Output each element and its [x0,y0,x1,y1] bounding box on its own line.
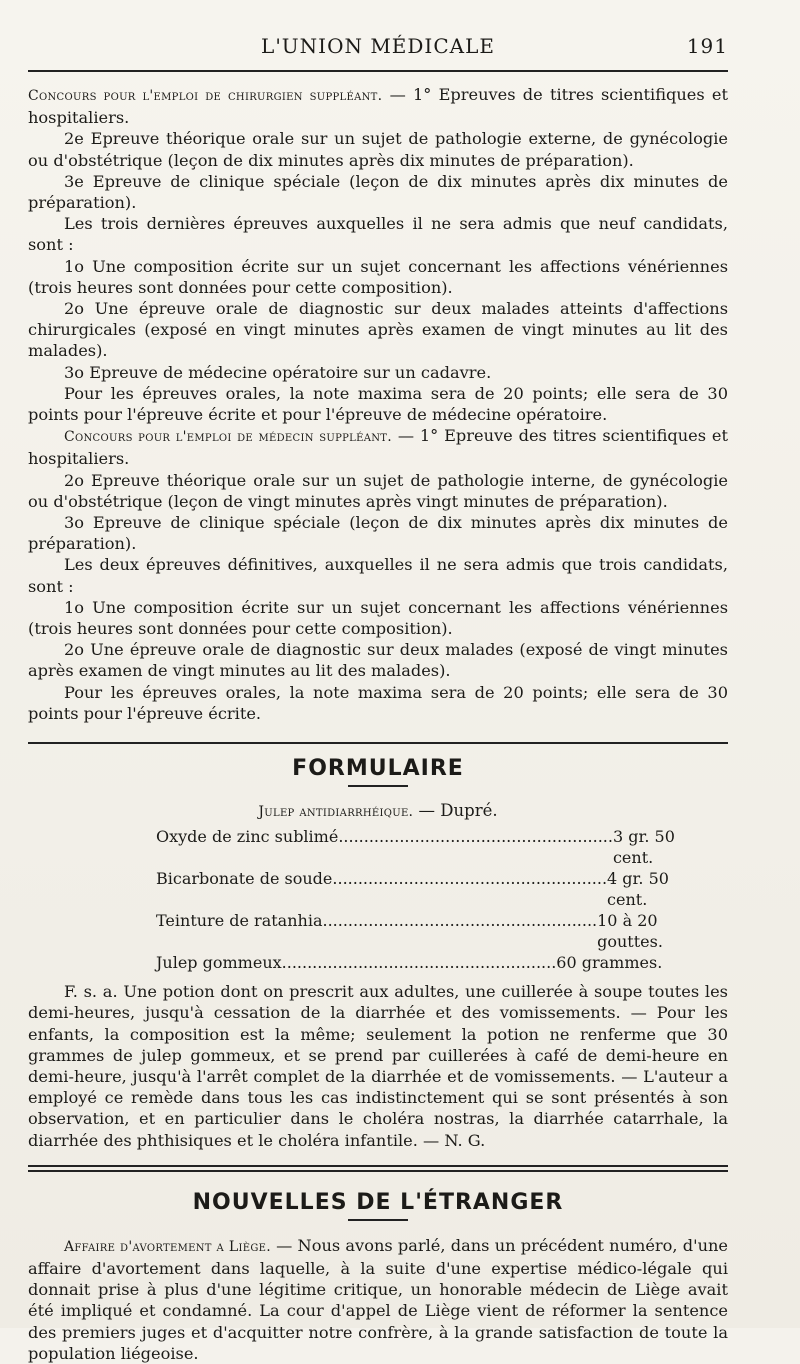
avortement-label: Affaire d'avortement a Liège. [64,1238,271,1255]
chirurgien-epreuve-3: 3e Epreuve de clinique spéciale (leçon de dix minutes après dix minutes de préparation). [28,171,728,213]
chirurgien-dernieres: Les trois dernières épreuves auxquelles il ne sera admis que neuf candidats, sont : [28,214,728,255]
chirurgien-notes: Pour les épreuves orales, la note maxima sera de 20 points; elle sera de 30 points pour l'épreuve écrite et pour l'épreuve de médecine opératoire. [28,383,728,425]
header-rule [28,70,728,72]
medecin-notes: Pour les épreuves orales, la note maxima sera de 20 points; elle sera de 30 points pour l'épreuve écrite. [28,682,728,723]
ingredient-row: Teinture de ratanhia...................................................... 10 à 20 gouttes. [156,911,663,952]
medecin-label: Concours pour l'emploi de médecin suppléant. [64,429,392,446]
chirurgien-composition: 1o Une composition écrite sur un sujet concernant les affections vénériennes (trois heures sont données pour cette composition). [28,256,728,297]
recipe-heading [28,801,728,820]
section-double-rule [28,1165,728,1172]
page-number: 191 [686,34,728,58]
chirurgien-epreuve-2: 2e Epreuve théorique orale sur un sujet de pathologie externe, de gynécologie ou d'obstétrique (leçon de dix minutes après dix minutes de préparation). [28,129,728,170]
chirurgien-diagnostic: 2o Une épreuve orale de diagnostic sur deux malades atteints d'affections chirurgicales (exposé en vingt minutes après examen de vingt minutes au lit des malades). [28,299,728,361]
recipe-name: Julep antidiarrhéique. [258,804,414,821]
running-header [28,30,728,66]
medecin-composition: 1o Une composition écrite sur un sujet concernant les affections vénériennes (trois heures sont données pour cette composition). [28,597,728,639]
chirurgien-intro: Concours pour l'emploi de chirurgien suppléant. — 1° Epreuves de titres scientifiques et hospitaliers. [28,85,728,128]
recipe-ingredients [156,826,676,973]
section-rule [28,742,728,744]
medecin-epreuve-3: 3o Epreuve de clinique spéciale (leçon de dix minutes après dix minutes de préparation). [28,513,728,554]
medecin-diagnostic: 2o Une épreuve orale de diagnostic sur deux malades (exposé de vingt minutes après examen de vingt minutes au lit des malades). [28,640,728,681]
recipe-author: — Dupré. [413,801,498,821]
etranger-title: NOUVELLES DE L'ÉTRANGER [192,1189,564,1215]
formulaire-title: FORMULAIRE [292,756,464,782]
chirurgien-operatoire: 3o Epreuve de médecine opératoire sur un cadavre. [64,362,492,382]
ingredient-row: Bicarbonate de soude...................................................... 4 gr. 50 cent. [156,869,669,910]
ingredient-row: Julep gommeux...................................................... 60 grammes. [156,953,663,973]
medecin-definitives: Les deux épreuves définitives, auxquelles il ne sera admis que trois candidats, sont : [28,555,728,596]
formulaire-title-rule [348,785,408,787]
formulaire-body: F. s. a. Une potion dont on prescrit aux adultes, une cuillerée à soupe toutes les demi-heures, jusqu'à cessation de la diarrhée et des vomissements. — Pour les enfants, la composition est la même; seulement la potion ne renferme que 30 grammes de julep gommeux, et se prend par cuillerées à café de demi-heure en demi-heure, jusqu'à l'arrêt complet de la diarrhée et de vomissements. — L'auteur a employé ce remède dans tous les cas indistinctement qui se sont présentés à son observation, et en particulier dans le choléra nostras, la diarrhée catarrhale, la diarrhée des phthisiques et le choléra infantile. — N. G. [28,982,728,1150]
medecin-intro: Concours pour l'emploi de médecin suppléant. — 1° Epreuve des titres scientifiques et hospitaliers. [28,426,728,469]
ingredient-row: Oxyde de zinc sublimé...................................................... 3 gr. 50 cent. [156,827,675,868]
etranger-title-rule [348,1219,408,1221]
avortement-article: Affaire d'avortement a Liège. — Nous avons parlé, dans un précédent numéro, d'une affaire d'avortement dans laquelle, à la suite d'une expertise médico-légale qui donnait prise à plus d'une légitime critique, un honorable médecin de Liège avait été impliqué et condamné. La cour d'appel de Liège vient de réformer la sentence des premiers juges et d'acquitter notre confrère, à la grande satisfaction de toute la population liégeoise. [28,1235,728,1363]
chirurgien-label: Concours pour l'emploi de chirurgien suppléant. [28,88,383,104]
journal-title: L'UNION MÉDICALE [261,34,495,58]
medecin-epreuve-2: 2o Epreuve théorique orale sur un sujet de pathologie interne, de gynécologie ou d'obstétrique (leçon de vingt minutes après vingt minutes de préparation). [28,470,728,511]
